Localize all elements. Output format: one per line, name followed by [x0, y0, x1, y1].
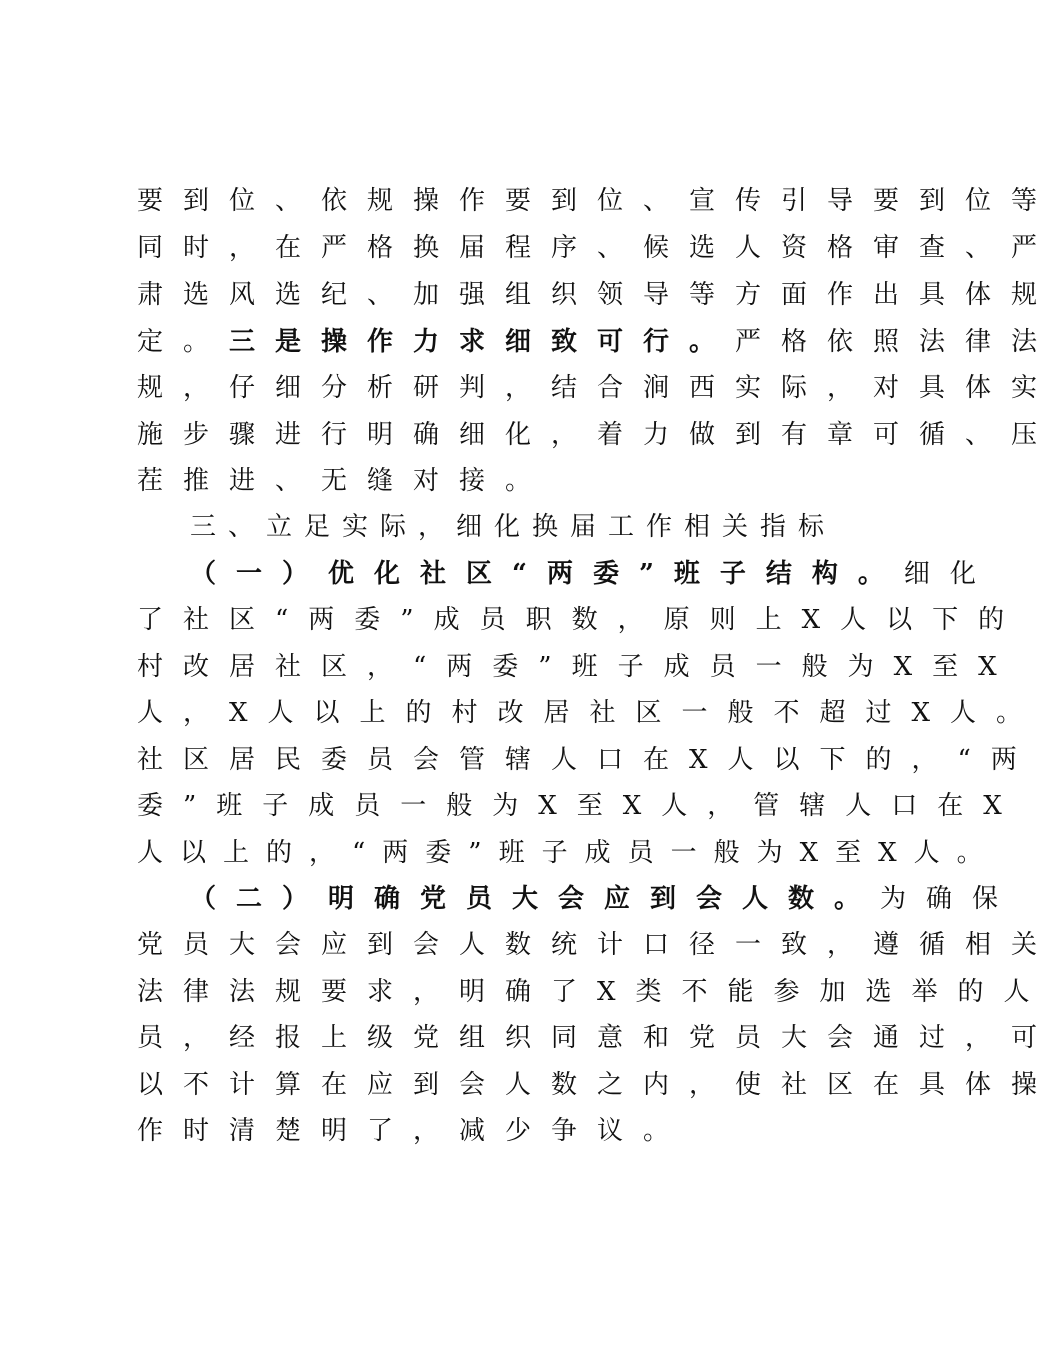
paragraph-line: 村改居社区，“两委”班子成员一般为X至X — [137, 652, 1017, 682]
paragraph-line: 要到位、依规操作要到位、宣传引导要到位等 — [137, 186, 1057, 216]
paragraph-line: 茬推进、无缝对接。 — [137, 466, 552, 496]
paragraph-line: 委”班子成员一般为X至X人，管辖人口在X — [137, 791, 1022, 821]
paragraph-line: 人，X人以上的村改居社区一般不超过X人。 — [137, 698, 1043, 728]
plain-text: 定。 — [137, 327, 230, 357]
subsection-title: （二）明确党员大会应到会人数。 — [190, 884, 881, 914]
subsection-title-line — [190, 876, 1019, 922]
paragraph-line: 同时，在严格换届程序、候选人资格审查、严 — [137, 233, 1057, 263]
subsection-title-line — [190, 551, 996, 597]
paragraph-line: 了社区“两委”成员职数，原则上X人以下的 — [137, 605, 1025, 635]
bold-lead-phrase: 三是操作力求细致可行。 — [229, 327, 736, 357]
paragraph-line: 作时清楚明了，减少争议。 — [137, 1116, 690, 1146]
paragraph-line: 社区居民委员会管辖人口在X人以下的，“两 — [137, 745, 1037, 775]
section-heading: 三、立足实际，细化换届工作相关指标 — [190, 512, 837, 542]
paragraph-line: 党员大会应到会人数统计口径一致，遵循相关 — [137, 930, 1057, 960]
paragraph-line: 规，仔细分析研判，结合涧西实际，对具体实 — [137, 373, 1057, 403]
paragraph-line: 人以上的，“两委”班子成员一般为X至X人。 — [137, 838, 1000, 868]
paragraph-line: 以不计算在应到会人数之内，使社区在具体操 — [137, 1070, 1057, 1100]
paragraph-line: 员，经报上级党组织同意和党员大会通过，可 — [137, 1023, 1057, 1053]
plain-text: 细化 — [903, 559, 996, 589]
plain-text: 严格依照法律法 — [735, 327, 1057, 357]
paragraph-line: 施步骤进行明确细化，着力做到有章可循、压 — [137, 420, 1057, 450]
paragraph-line: 法律法规要求，明确了X类不能参加选举的人 — [137, 977, 1050, 1007]
subsection-title: （一）优化社区“两委”班子结构。 — [190, 559, 904, 589]
paragraph-line: 肃选风选纪、加强组织领导等方面作出具体规 — [137, 280, 1057, 310]
plain-text: 为确保 — [880, 884, 1019, 914]
paragraph-line-mixed — [137, 319, 1057, 365]
